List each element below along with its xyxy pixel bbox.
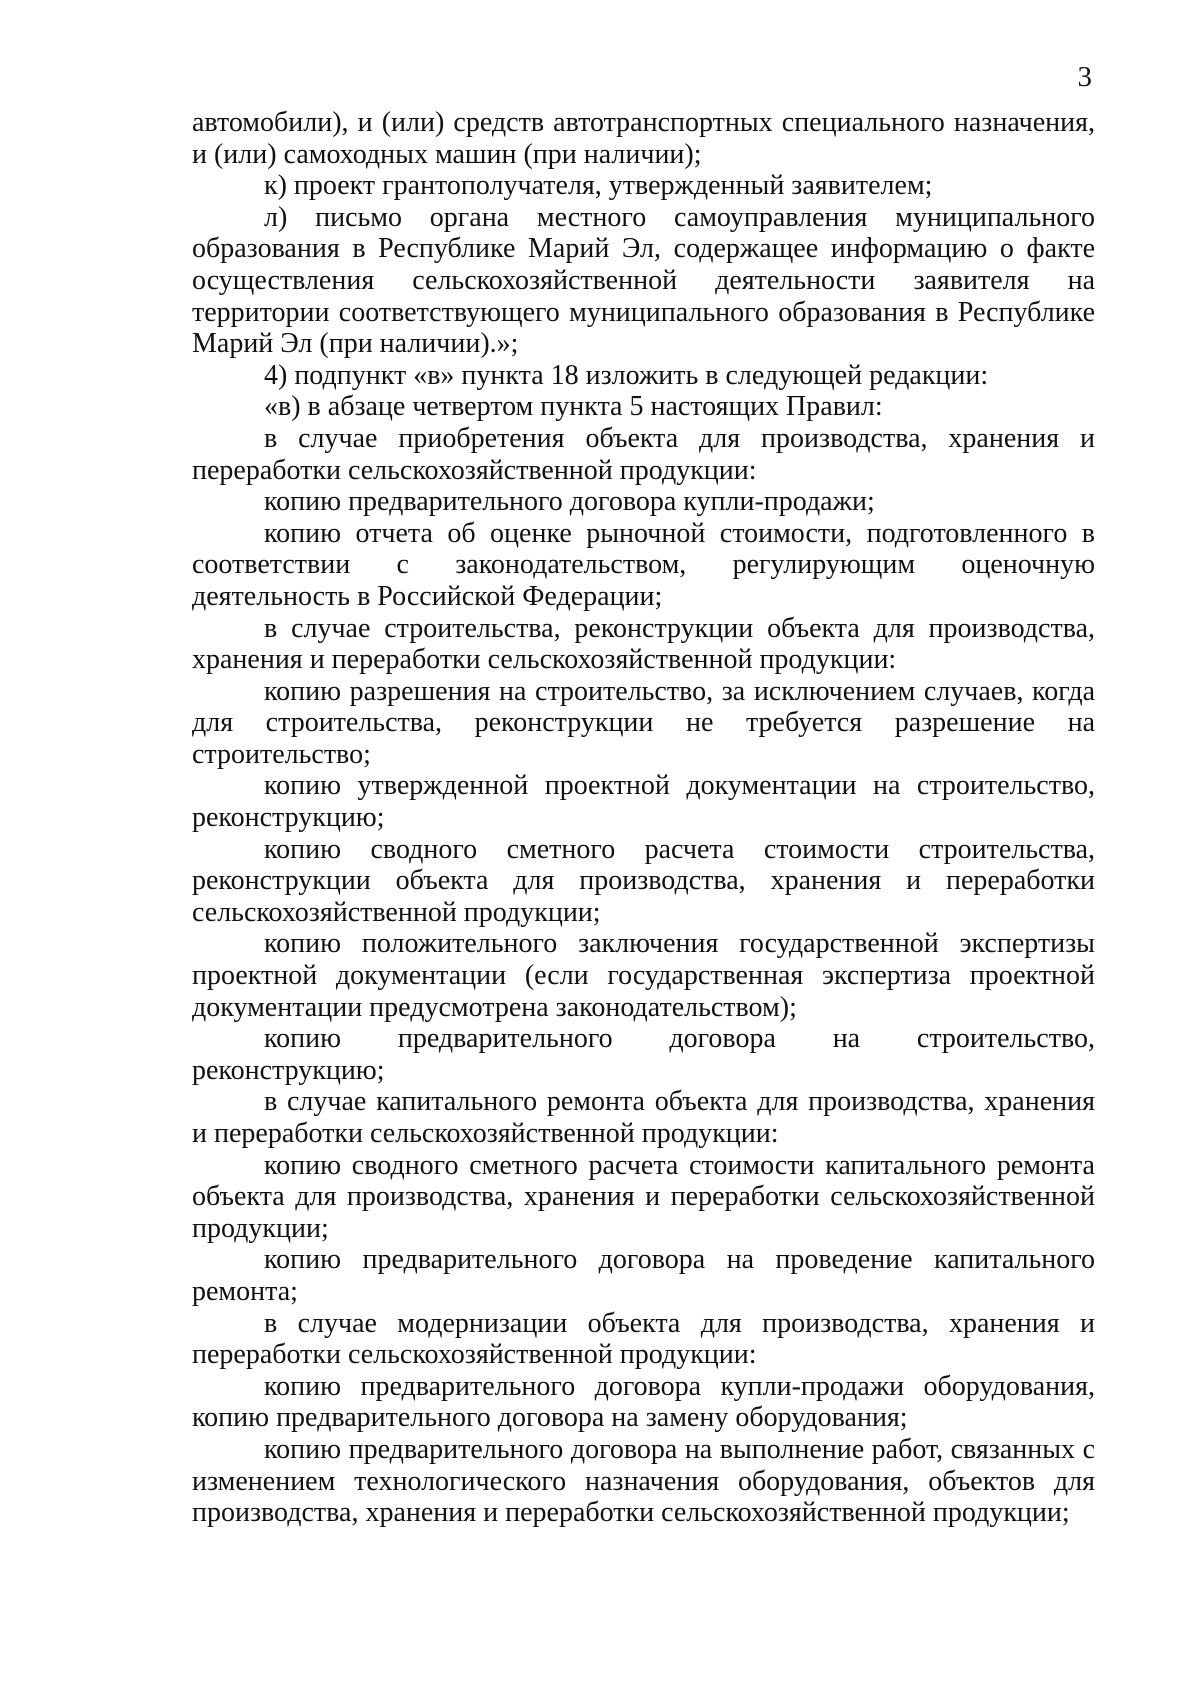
paragraph: в случае приобретения объекта для производства, хранения и переработки сельскохозяйственной продукции: [192,422,1095,486]
paragraph: к) проект грантополучателя, утвержденный заявителем; [264,170,933,202]
paragraph: копию положительного заключения государственной экспертизы проектной документации (если государственная экспертиза проектной документации предусмотрена законодательством); [192,928,1095,1023]
paragraph: «в) в абзаце четвертом пункта 5 настоящих Правил: [264,391,883,423]
paragraph: в случае модернизации объекта для производства, хранения и переработки сельскохозяйственной продукции: [192,1307,1095,1371]
document-body [192,107,1095,1529]
paragraph: 4) подпункт «в» пункта 18 изложить в следующей редакции: [264,359,989,391]
page-number: 3 [1077,61,1092,93]
paragraph: в случае капитального ремонта объекта для производства, хранения и переработки сельскохозяйственной продукции: [192,1086,1095,1149]
paragraph: копию утвержденной проектной документации на строительство, реконструкцию; [192,770,1095,834]
paragraph: копию предварительного договора купли-продажи; [264,486,875,518]
paragraph: копию предварительного договора на строительство, реконструкцию; [192,1023,1095,1086]
paragraph: копию сводного сметного расчета стоимости строительства, реконструкции объекта для производства, хранения и переработки сельскохозяйственной продукции; [192,833,1095,928]
paragraph: в случае строительства, реконструкции объекта для производства, хранения и переработки сельскохозяйственной продукции: [192,612,1095,676]
paragraph: автомобили), и (или) средств автотранспортных специального назначения, и (или) самоходных машин (при наличии); [192,107,1095,170]
paragraph: копию предварительного договора на выполнение работ, связанных с изменением технологического назначения оборудования, объектов для производства, хранения и переработки сельскохозяйственной продукции; [192,1433,1095,1529]
paragraph: копию предварительного договора на проведение капитального ремонта; [192,1244,1095,1307]
paragraph: копию разрешения на строительство, за исключением случаев, когда для строительства, реконструкции не требуется разрешение на строительство; [192,675,1095,770]
paragraph: копию отчета об оценке рыночной стоимости, подготовленного в соответствии с законодательством, регулирующим оценочную деятельность в Российской Федерации; [192,517,1095,612]
paragraph: копию сводного сметного расчета стоимости капитального ремонта объекта для производства, хранения и переработки сельскохозяйственной продукции; [192,1149,1095,1244]
paragraph: л) письмо органа местного самоуправления муниципального образования в Республике Марий Эл, содержащее информацию о факте осуществления сельскохозяйственной деятельности заявителя на территории соответствующего муниципального образования в Республике Марий Эл (при наличии).»; [192,201,1095,360]
paragraph: копию предварительного договора купли-продажи оборудования, копию предварительного договора на замену оборудования; [192,1370,1095,1434]
